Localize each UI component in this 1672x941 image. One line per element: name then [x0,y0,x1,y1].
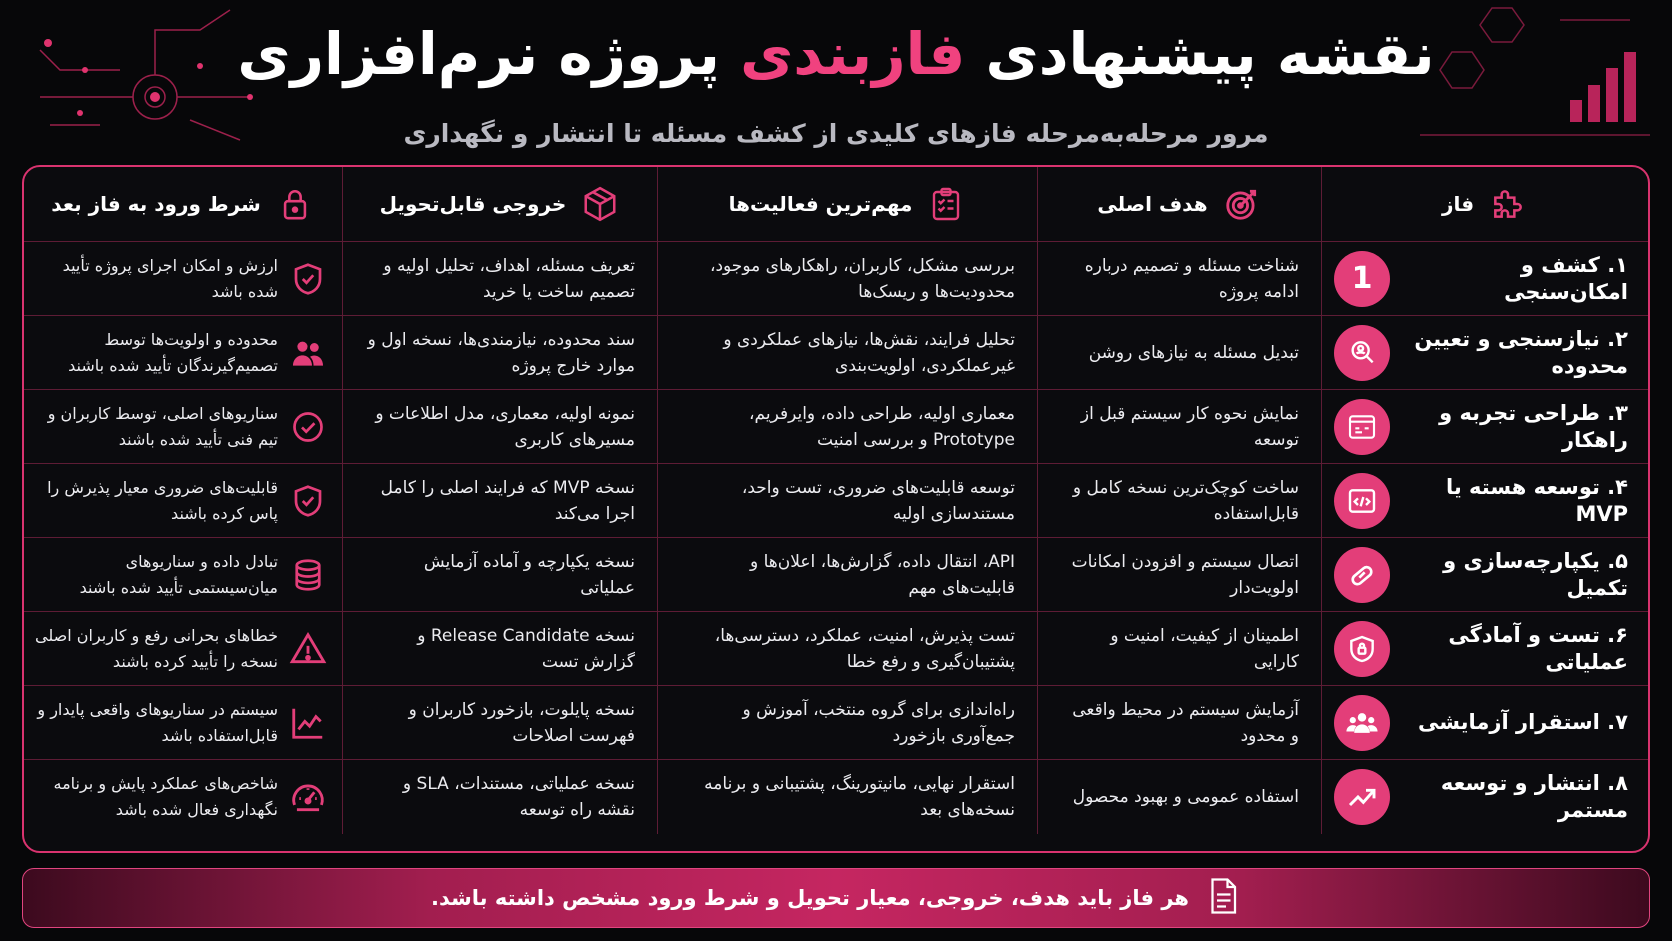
box-icon [580,184,620,224]
phase-name: ۶. تست و آمادگی عملیاتی [1448,622,1628,674]
goal-cell [1037,760,1321,834]
clipboard-icon [926,184,966,224]
condition-cell [24,612,342,686]
condition-cell [24,538,342,612]
goal-cell [1037,390,1321,464]
phase-cell [1321,464,1648,538]
condition-cell [24,242,342,316]
search-person-icon [1334,325,1390,381]
phase-name: ۲. نیازسنجی و تعیین محدوده [1414,326,1628,378]
header-activities [657,167,1037,242]
footer-text: هر فاز باید هدف، خروجی، معیار تحویل و شرط ورود مشخص داشته باشد. [431,886,1189,910]
condition-text: سیستم در سناریوهای واقعی پایدار و قابل‌استفاده باشد [37,699,278,745]
output-text: نسخه یکپارچه و آماده آزمایش عملیاتی [423,551,635,598]
phase-name: ۸. انتشار و توسعه مستمر [1440,771,1628,822]
output-text: تعریف مسئله، اهداف، تحلیل اولیه و تصمیم ساخت یا خرید [383,255,635,302]
page-title [0,14,1672,94]
goal-text: اطمینان از کیفیت، امنیت و کارایی [1110,625,1299,672]
output-text: نسخه Release Candidate و گزارش تست [417,625,635,672]
activities-text: توسعه قابلیت‌های ضروری، تست واحد، مستندسازی اولیه [741,477,1015,524]
gauge-icon [288,777,328,817]
activities-text: معماری اولیه، طراحی داده، وایرفریم، Prototype و بررسی امنیت [749,403,1015,450]
condition-text: قابلیت‌های ضروری معیار پذیرش را پاس کرده باشند [47,477,278,523]
title-highlight: فازبندی [740,20,966,88]
activities-text: راه‌اندازی برای گروه منتخب، آموزش و جمع‌آوری بازخورد [742,699,1015,746]
warning-icon [288,629,328,669]
activities-cell [657,242,1037,316]
group-icon [1334,695,1390,751]
output-text: نسخه عملیاتی، مستندات، SLA و نقشه راه توسعه [402,774,635,820]
phase-table [22,165,1650,853]
check-circle-icon [288,407,328,447]
condition-text: خطاهای بحرانی رفع و کاربران اصلی نسخه را تأیید کرده باشند [35,625,278,671]
link-icon [1334,547,1390,603]
line-chart-icon [288,703,328,743]
users-icon [288,333,328,373]
phase-name: ۷. استقرار آزمایشی [1418,710,1628,734]
phase-name: ۱. کشف و امکان‌سنجی [1504,252,1628,304]
condition-text: تبادل داده و سناریوهای میان‌سیستمی تأیید شده باشند [79,551,278,597]
goal-text: اتصال سیستم و افزودن امکانات اولویت‌دار [1071,551,1299,598]
header-label: مهم‌ترین فعالیت‌ها [728,192,913,216]
goal-cell [1037,686,1321,760]
database-icon [288,555,328,595]
trend-up-icon [1334,769,1390,825]
condition-cell [24,390,342,464]
number-one-badge: 1 [1334,251,1390,307]
header-goal [1037,167,1321,242]
condition-text: ارزش و امکان اجرای پروژه تأیید شده باشد [62,255,278,301]
shield-lock-icon [1334,621,1390,677]
output-cell [342,686,657,760]
lock-icon [275,184,315,224]
phase-cell [1321,760,1648,834]
activities-text: بررسی مشکل، کاربران، راهکارهای موجود، محدودیت‌ها و ریسک‌ها [709,255,1015,302]
phase-cell [1321,316,1648,390]
goal-text: استفاده عمومی و بهبود محصول [1072,787,1299,807]
activities-text: API، انتقال داده، گزارش‌ها، اعلان‌ها و قابلیت‌های مهم [749,551,1015,598]
output-cell [342,464,657,538]
output-cell [342,612,657,686]
goal-text: آزمایش سیستم در محیط واقعی و محدود [1072,699,1299,746]
phase-cell [1321,612,1648,686]
activities-cell [657,612,1037,686]
output-cell [342,242,657,316]
puzzle-icon [1488,184,1528,224]
window-code-icon [1334,399,1390,455]
header-phase [1321,167,1648,242]
output-text: نمونه اولیه، معماری، مدل اطلاعات و مسیرهای کاربری [375,403,635,450]
header-label: هدف اصلی [1097,192,1208,216]
header-condition [24,167,342,242]
goal-cell [1037,316,1321,390]
phase-cell [1321,686,1648,760]
output-text: نسخه MVP که فرایند اصلی را کامل اجرا می‌کند [380,477,635,524]
activities-text: تحلیل فرایند، نقش‌ها، نیازهای عملکردی و غیرعملکردی، اولویت‌بندی [723,329,1015,376]
phase-cell [1321,390,1648,464]
activities-text: استقرار نهایی، مانیتورینگ، پشتیبانی و برنامه نسخه‌های بعد [704,774,1015,820]
header-output [342,167,657,242]
phase-cell [1321,242,1648,316]
activities-cell [657,464,1037,538]
goal-text: شناخت مسئله و تصمیم درباره ادامه پروژه [1084,255,1299,302]
activities-cell [657,316,1037,390]
goal-text: ساخت کوچک‌ترین نسخه کامل و قابل‌استفاده [1072,477,1299,524]
condition-cell [24,686,342,760]
header-label: خروجی قابل‌تحویل [379,192,567,216]
shield-check-icon [288,259,328,299]
goal-text: نمایش نحوه کار سیستم قبل از توسعه [1080,403,1299,450]
document-icon [1205,876,1241,920]
output-cell [342,538,657,612]
title-before: نقشه پیشنهادی [985,20,1435,88]
activities-cell [657,538,1037,612]
shield-check-icon [288,481,328,521]
page-subtitle: مرور مرحله‌به‌مرحله فازهای کلیدی از کشف مسئله تا انتشار و نگهداری [403,119,1269,148]
condition-cell [24,316,342,390]
phase-name: ۳. طراحی تجربه و راهکار [1439,400,1628,452]
phase-cell [1321,538,1648,612]
condition-cell [24,464,342,538]
activities-cell [657,686,1037,760]
header-label: شرط ورود به فاز بعد [51,192,261,216]
goal-cell [1037,464,1321,538]
goal-cell [1037,612,1321,686]
code-icon [1334,473,1390,529]
condition-text: سناریوهای اصلی، توسط کاربران و تیم فنی تأیید شده باشند [47,403,278,449]
activities-text: تست پذیرش، امنیت، عملکرد، دسترسی‌ها، پشتیبان‌گیری و رفع خطا [714,625,1015,672]
condition-text: شاخص‌های عملکرد پایش و برنامه نگهداری فعال شده باشد [53,774,278,819]
activities-cell [657,390,1037,464]
output-text: سند محدوده، نیازمندی‌ها، نسخه اول و موارد خارج پروژه [367,329,635,376]
phase-name: ۵. یکپارچه‌سازی و تکمیل [1443,548,1628,600]
output-cell [342,760,657,834]
goal-cell [1037,538,1321,612]
output-cell [342,316,657,390]
goal-text: تبدیل مسئله به نیازهای روشن [1088,342,1299,363]
header-label: فاز [1441,192,1475,216]
target-icon [1222,184,1262,224]
output-cell [342,390,657,464]
phase-name: ۴. توسعه هسته یا MVP [1445,474,1628,526]
output-text: نسخه پایلوت، بازخورد کاربران و فهرست اصلاحات [408,699,635,746]
activities-cell [657,760,1037,834]
condition-text: محدوده و اولویت‌ها توسط تصمیم‌گیرندگان تأیید شده باشند [68,329,278,375]
condition-cell [24,760,342,834]
title-after: پروژه نرم‌افزاری [237,20,720,88]
goal-cell [1037,242,1321,316]
footer-banner [22,868,1650,928]
